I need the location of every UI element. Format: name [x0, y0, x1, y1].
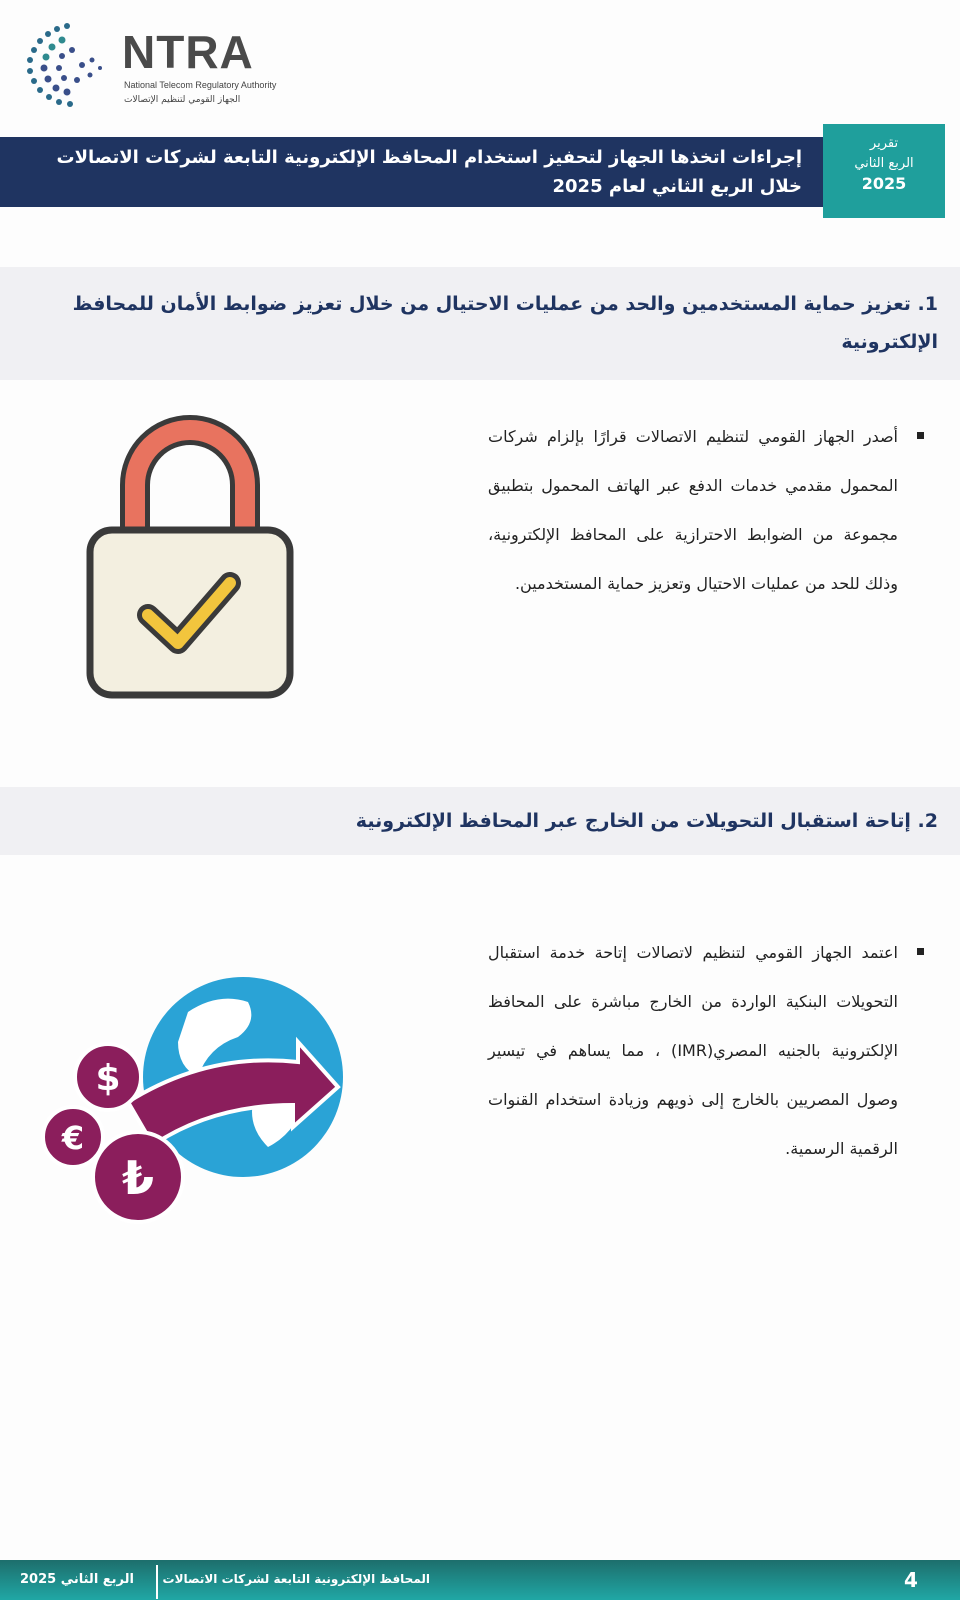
svg-text:$: $	[95, 1058, 121, 1099]
svg-text:€: €	[61, 1119, 85, 1157]
svg-text:₺: ₺	[121, 1151, 155, 1205]
section-heading-2: 2. إتاحة استقبال التحويلات من الخارج عبر المحافظ الإلكترونية	[0, 787, 960, 855]
page-number: 4	[904, 1568, 918, 1592]
footer-divider	[156, 1565, 158, 1599]
report-title-line1: إجراءات اتخذها الجهاز لتحفيز استخدام المحافظ الإلكترونية التابعة لشركات الاتصالات	[56, 147, 802, 168]
report-title-banner	[0, 137, 830, 207]
page-footer	[0, 1560, 960, 1600]
ntra-logo	[22, 20, 312, 115]
section-heading-1: 1. تعزيز حماية المستخدمين والحد من عمليات الاحتيال من خلال تعزيز ضوابط الأمان للمحافظ الإلكترونية	[0, 267, 960, 380]
report-quarter-tab	[823, 124, 945, 218]
dots-emblem-icon	[22, 20, 117, 110]
lock-check-icon	[80, 415, 300, 705]
logo-arabic-name: الجهاز القومي لتنظيم الإتصالات	[124, 95, 241, 105]
tab-quarter: الربع الثاني	[854, 156, 914, 171]
logo-brand: NTRA	[122, 26, 254, 78]
tab-label: تقرير	[869, 136, 899, 151]
globe-money-transfer-icon	[38, 972, 348, 1232]
section-body-1: أصدر الجهاز القومي لتنظيم الاتصالات قرارًا بإلزام شركات المحمول مقدمي خدمات الدفع عبر الهاتف المحمول بتطبيق مجموعة من الضوابط الاحترازية على المحافظ الإلكترونية، وذلك للحد من عمليات الاحتيال وتعزيز حماية المستخدمين.	[488, 412, 928, 608]
tab-year: 2025	[861, 174, 907, 193]
logo-english-name: National Telecom Regulatory Authority	[124, 80, 277, 90]
footer-quarter: الربع الثاني 2025	[20, 1572, 134, 1587]
section-body-2: اعتمد الجهاز القومي لتنظيم لاتصالات إتاحة خدمة استقبال التحويلات البنكية الواردة من الخارج مباشرة على المحافظ الإلكترونية بالجنيه المصري(IMR) ، مما يساهم في تيسير وصول المصريين بالخارج إلى ذويهم وزيادة استخدام القنوات الرقمية الرسمية.	[488, 928, 928, 1173]
report-title-line2: خلال الربع الثاني لعام 2025	[552, 176, 802, 197]
footer-title: المحافظ الإلكترونية التابعة لشركات الاتصالات	[162, 1572, 430, 1586]
